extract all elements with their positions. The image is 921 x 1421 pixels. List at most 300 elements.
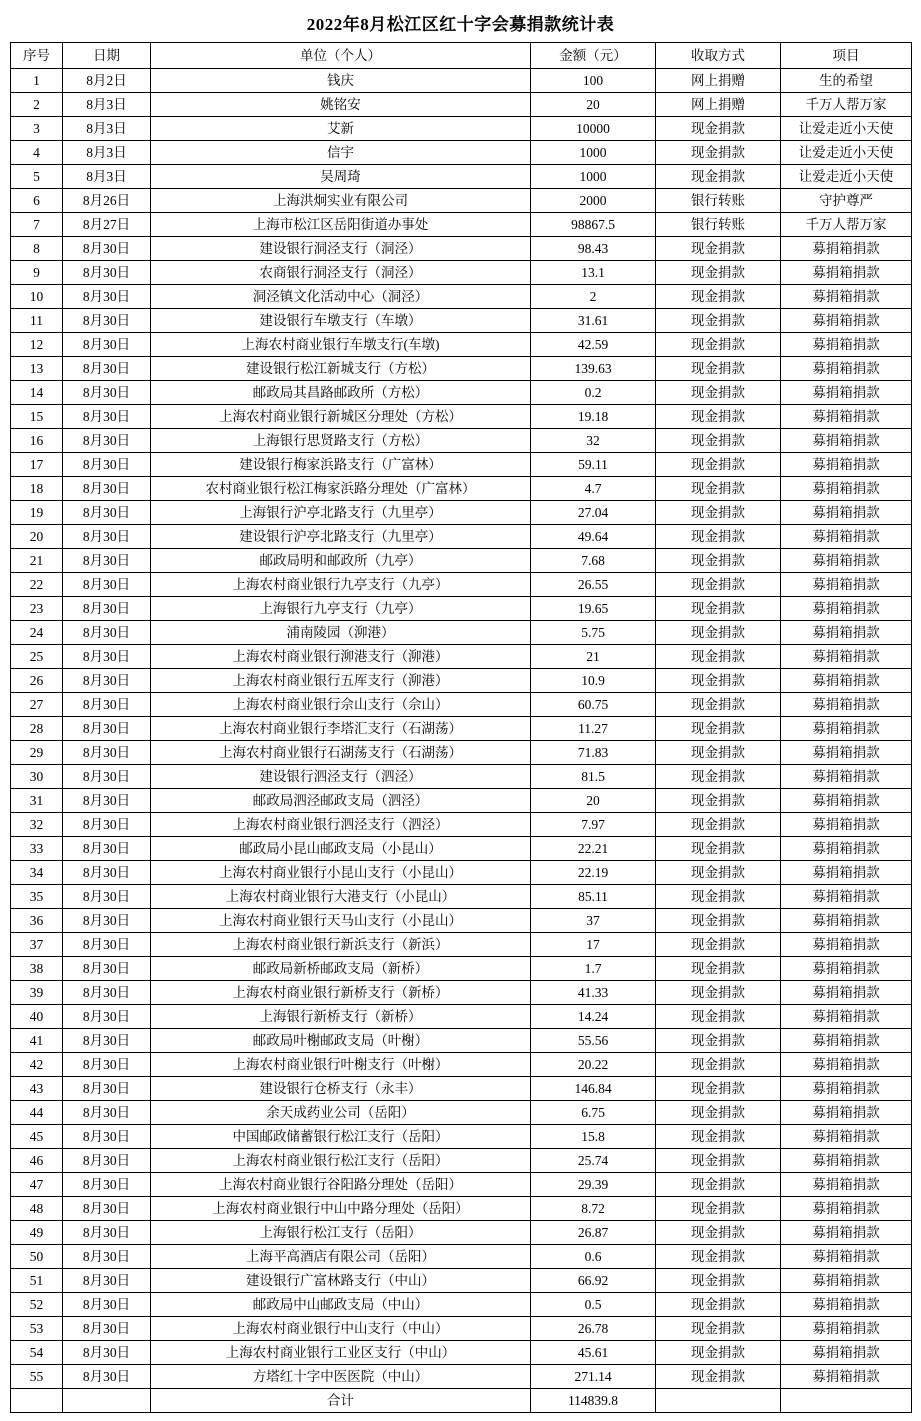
row-project: 募捐箱捐款 <box>781 285 912 309</box>
row-date: 8月3日 <box>63 93 151 117</box>
row-amount: 20 <box>531 789 656 813</box>
row-method: 现金捐款 <box>656 285 781 309</box>
row-unit: 上海银行松江支行（岳阳） <box>151 1221 531 1245</box>
row-project: 千万人帮万家 <box>781 213 912 237</box>
row-method: 现金捐款 <box>656 621 781 645</box>
row-date: 8月30日 <box>63 1101 151 1125</box>
table-row <box>11 1269 912 1293</box>
table-row <box>11 117 912 141</box>
row-method: 现金捐款 <box>656 933 781 957</box>
table-row <box>11 477 912 501</box>
table-row <box>11 1317 912 1341</box>
column-header-unit: 单位（个人） <box>151 43 531 69</box>
row-amount: 11.27 <box>531 717 656 741</box>
row-amount: 6.75 <box>531 1101 656 1125</box>
row-method: 现金捐款 <box>656 645 781 669</box>
row-index: 16 <box>11 429 63 453</box>
row-index: 28 <box>11 717 63 741</box>
row-unit: 上海市松江区岳阳街道办事处 <box>151 213 531 237</box>
row-amount: 32 <box>531 429 656 453</box>
table-row <box>11 597 912 621</box>
row-index: 27 <box>11 693 63 717</box>
table-row <box>11 453 912 477</box>
row-unit: 上海农村商业银行松江支行（岳阳） <box>151 1149 531 1173</box>
row-unit: 上海农村商业银行新浜支行（新浜） <box>151 933 531 957</box>
table-row <box>11 213 912 237</box>
row-unit: 邮政局小昆山邮政支局（小昆山） <box>151 837 531 861</box>
row-unit: 上海农村商业银行五厍支行（泖港） <box>151 669 531 693</box>
row-amount: 100 <box>531 69 656 93</box>
table-body <box>11 69 912 1389</box>
row-amount: 26.55 <box>531 573 656 597</box>
row-index: 15 <box>11 405 63 429</box>
table-row <box>11 261 912 285</box>
row-project: 让爱走近小天使 <box>781 117 912 141</box>
row-index: 17 <box>11 453 63 477</box>
row-index: 3 <box>11 117 63 141</box>
row-amount: 42.59 <box>531 333 656 357</box>
row-project: 募捐箱捐款 <box>781 933 912 957</box>
row-method: 现金捐款 <box>656 1245 781 1269</box>
row-unit: 上海农村商业银行天马山支行（小昆山） <box>151 909 531 933</box>
row-index: 1 <box>11 69 63 93</box>
row-amount: 0.5 <box>531 1293 656 1317</box>
row-unit: 上海农村商业银行工业区支行（中山） <box>151 1341 531 1365</box>
row-date: 8月30日 <box>63 333 151 357</box>
row-method: 现金捐款 <box>656 957 781 981</box>
row-index: 39 <box>11 981 63 1005</box>
column-header-project: 项目 <box>781 43 912 69</box>
table-row <box>11 837 912 861</box>
row-unit: 上海银行新桥支行（新桥） <box>151 1005 531 1029</box>
table-row <box>11 909 912 933</box>
row-method: 现金捐款 <box>656 1101 781 1125</box>
row-unit: 洞泾镇文化活动中心（洞泾） <box>151 285 531 309</box>
row-amount: 271.14 <box>531 1365 656 1389</box>
row-date: 8月30日 <box>63 621 151 645</box>
row-amount: 26.87 <box>531 1221 656 1245</box>
table-row <box>11 1173 912 1197</box>
row-amount: 1.7 <box>531 957 656 981</box>
row-index: 44 <box>11 1101 63 1125</box>
row-method: 银行转账 <box>656 189 781 213</box>
row-unit: 上海农村商业银行泖港支行（泖港） <box>151 645 531 669</box>
row-date: 8月30日 <box>63 429 151 453</box>
donation-statistics-table <box>10 42 912 1413</box>
row-date: 8月30日 <box>63 285 151 309</box>
row-index: 9 <box>11 261 63 285</box>
row-index: 19 <box>11 501 63 525</box>
total-empty-method <box>656 1389 781 1413</box>
row-date: 8月30日 <box>63 645 151 669</box>
row-index: 47 <box>11 1173 63 1197</box>
row-method: 现金捐款 <box>656 261 781 285</box>
row-index: 51 <box>11 1269 63 1293</box>
row-method: 现金捐款 <box>656 357 781 381</box>
row-amount: 49.64 <box>531 525 656 549</box>
row-unit: 建设银行泗泾支行（泗泾） <box>151 765 531 789</box>
row-amount: 85.11 <box>531 885 656 909</box>
row-date: 8月30日 <box>63 813 151 837</box>
row-project: 募捐箱捐款 <box>781 1053 912 1077</box>
row-unit: 上海农村商业银行新城区分理处（方松） <box>151 405 531 429</box>
row-project: 募捐箱捐款 <box>781 309 912 333</box>
row-index: 29 <box>11 741 63 765</box>
table-row <box>11 501 912 525</box>
page-title: 2022年8月松江区红十字会募捐款统计表 <box>306 15 615 34</box>
row-project: 募捐箱捐款 <box>781 1077 912 1101</box>
row-amount: 29.39 <box>531 1173 656 1197</box>
row-index: 36 <box>11 909 63 933</box>
row-method: 现金捐款 <box>656 429 781 453</box>
row-amount: 25.74 <box>531 1149 656 1173</box>
table-row <box>11 525 912 549</box>
row-date: 8月30日 <box>63 525 151 549</box>
row-amount: 139.63 <box>531 357 656 381</box>
row-date: 8月30日 <box>63 597 151 621</box>
row-unit: 邮政局其昌路邮政所（方松） <box>151 381 531 405</box>
row-project: 募捐箱捐款 <box>781 597 912 621</box>
row-method: 现金捐款 <box>656 1125 781 1149</box>
row-date: 8月30日 <box>63 1317 151 1341</box>
row-date: 8月30日 <box>63 1245 151 1269</box>
table-row <box>11 573 912 597</box>
row-method: 现金捐款 <box>656 1341 781 1365</box>
row-unit: 上海农村商业银行中山中路分理处（岳阳） <box>151 1197 531 1221</box>
row-date: 8月30日 <box>63 1221 151 1245</box>
row-project: 募捐箱捐款 <box>781 693 912 717</box>
row-project: 募捐箱捐款 <box>781 1341 912 1365</box>
row-project: 募捐箱捐款 <box>781 477 912 501</box>
row-method: 现金捐款 <box>656 237 781 261</box>
row-unit: 姚铭安 <box>151 93 531 117</box>
row-unit: 上海银行九亭支行（九亭） <box>151 597 531 621</box>
row-date: 8月30日 <box>63 957 151 981</box>
row-method: 现金捐款 <box>656 765 781 789</box>
row-index: 12 <box>11 333 63 357</box>
row-index: 24 <box>11 621 63 645</box>
row-index: 41 <box>11 1029 63 1053</box>
row-date: 8月30日 <box>63 357 151 381</box>
row-project: 募捐箱捐款 <box>781 405 912 429</box>
row-project: 募捐箱捐款 <box>781 861 912 885</box>
row-project: 募捐箱捐款 <box>781 549 912 573</box>
row-method: 现金捐款 <box>656 789 781 813</box>
row-unit: 上海农村商业银行中山支行（中山） <box>151 1317 531 1341</box>
total-empty-index <box>11 1389 63 1413</box>
table-row <box>11 861 912 885</box>
row-date: 8月30日 <box>63 573 151 597</box>
row-date: 8月30日 <box>63 237 151 261</box>
row-amount: 59.11 <box>531 453 656 477</box>
table-row <box>11 693 912 717</box>
row-index: 22 <box>11 573 63 597</box>
row-index: 31 <box>11 789 63 813</box>
row-amount: 0.6 <box>531 1245 656 1269</box>
row-index: 8 <box>11 237 63 261</box>
row-index: 46 <box>11 1149 63 1173</box>
row-method: 现金捐款 <box>656 1077 781 1101</box>
row-amount: 15.8 <box>531 1125 656 1149</box>
table-row <box>11 1053 912 1077</box>
table-row <box>11 165 912 189</box>
table-row <box>11 1341 912 1365</box>
row-date: 8月30日 <box>63 933 151 957</box>
row-unit: 上海农村商业银行叶榭支行（叶榭） <box>151 1053 531 1077</box>
row-unit: 艾新 <box>151 117 531 141</box>
row-index: 21 <box>11 549 63 573</box>
table-row <box>11 237 912 261</box>
row-unit: 上海农村商业银行大港支行（小昆山） <box>151 885 531 909</box>
row-index: 20 <box>11 525 63 549</box>
row-method: 现金捐款 <box>656 453 781 477</box>
row-method: 现金捐款 <box>656 885 781 909</box>
row-method: 现金捐款 <box>656 1029 781 1053</box>
row-date: 8月30日 <box>63 1005 151 1029</box>
row-index: 48 <box>11 1197 63 1221</box>
row-index: 25 <box>11 645 63 669</box>
row-index: 53 <box>11 1317 63 1341</box>
row-index: 37 <box>11 933 63 957</box>
row-project: 募捐箱捐款 <box>781 525 912 549</box>
table-row <box>11 309 912 333</box>
row-date: 8月2日 <box>63 69 151 93</box>
row-project: 募捐箱捐款 <box>781 645 912 669</box>
table-row <box>11 981 912 1005</box>
row-project: 募捐箱捐款 <box>781 957 912 981</box>
row-unit: 邮政局泗泾邮政支局（泗泾） <box>151 789 531 813</box>
row-project: 募捐箱捐款 <box>781 813 912 837</box>
total-label: 合计 <box>151 1389 531 1413</box>
row-unit: 邮政局明和邮政所（九亭） <box>151 549 531 573</box>
row-project: 募捐箱捐款 <box>781 237 912 261</box>
row-amount: 60.75 <box>531 693 656 717</box>
row-amount: 1000 <box>531 165 656 189</box>
row-unit: 浦南陵园（泖港） <box>151 621 531 645</box>
total-empty-date <box>63 1389 151 1413</box>
row-project: 募捐箱捐款 <box>781 429 912 453</box>
row-index: 11 <box>11 309 63 333</box>
row-index: 30 <box>11 765 63 789</box>
row-project: 募捐箱捐款 <box>781 909 912 933</box>
row-method: 现金捐款 <box>656 741 781 765</box>
row-date: 8月30日 <box>63 693 151 717</box>
row-method: 现金捐款 <box>656 1293 781 1317</box>
table-row <box>11 1197 912 1221</box>
row-unit: 建设银行沪亭北路支行（九里亭） <box>151 525 531 549</box>
row-method: 现金捐款 <box>656 1005 781 1029</box>
row-date: 8月30日 <box>63 861 151 885</box>
row-project: 募捐箱捐款 <box>781 1197 912 1221</box>
row-date: 8月30日 <box>63 885 151 909</box>
table-row <box>11 933 912 957</box>
row-project: 募捐箱捐款 <box>781 1173 912 1197</box>
row-unit: 上海银行沪亭北路支行（九里亭） <box>151 501 531 525</box>
row-amount: 66.92 <box>531 1269 656 1293</box>
total-empty-project <box>781 1389 912 1413</box>
row-project: 募捐箱捐款 <box>781 717 912 741</box>
table-row <box>11 1077 912 1101</box>
row-amount: 17 <box>531 933 656 957</box>
column-header-date: 日期 <box>63 43 151 69</box>
row-amount: 41.33 <box>531 981 656 1005</box>
row-date: 8月30日 <box>63 1053 151 1077</box>
row-method: 现金捐款 <box>656 1197 781 1221</box>
row-date: 8月30日 <box>63 1077 151 1101</box>
row-date: 8月30日 <box>63 981 151 1005</box>
row-project: 募捐箱捐款 <box>781 741 912 765</box>
row-unit: 上海农村商业银行李塔汇支行（石湖荡） <box>151 717 531 741</box>
row-date: 8月30日 <box>63 909 151 933</box>
row-amount: 1000 <box>531 141 656 165</box>
row-unit: 上海农村商业银行佘山支行（佘山） <box>151 693 531 717</box>
row-index: 54 <box>11 1341 63 1365</box>
row-method: 现金捐款 <box>656 1149 781 1173</box>
row-unit: 农商银行洞泾支行（洞泾） <box>151 261 531 285</box>
row-date: 8月30日 <box>63 1173 151 1197</box>
table-row <box>11 789 912 813</box>
row-project: 募捐箱捐款 <box>781 837 912 861</box>
row-method: 现金捐款 <box>656 501 781 525</box>
column-header-index: 序号 <box>11 43 63 69</box>
row-amount: 7.68 <box>531 549 656 573</box>
row-method: 现金捐款 <box>656 405 781 429</box>
row-project: 募捐箱捐款 <box>781 1365 912 1389</box>
row-amount: 14.24 <box>531 1005 656 1029</box>
table-row <box>11 1221 912 1245</box>
table-row <box>11 1029 912 1053</box>
row-amount: 37 <box>531 909 656 933</box>
row-index: 34 <box>11 861 63 885</box>
row-amount: 20 <box>531 93 656 117</box>
table-row <box>11 1101 912 1125</box>
row-unit: 邮政局新桥邮政支局（新桥） <box>151 957 531 981</box>
row-date: 8月27日 <box>63 213 151 237</box>
row-amount: 20.22 <box>531 1053 656 1077</box>
row-date: 8月30日 <box>63 549 151 573</box>
row-amount: 5.75 <box>531 621 656 645</box>
row-unit: 上海农村商业银行泗泾支行（泗泾） <box>151 813 531 837</box>
row-amount: 13.1 <box>531 261 656 285</box>
row-amount: 21 <box>531 645 656 669</box>
row-method: 银行转账 <box>656 213 781 237</box>
row-project: 募捐箱捐款 <box>781 765 912 789</box>
row-unit: 上海银行思贤路支行（方松） <box>151 429 531 453</box>
table-row <box>11 405 912 429</box>
table-row <box>11 381 912 405</box>
row-index: 38 <box>11 957 63 981</box>
row-method: 现金捐款 <box>656 525 781 549</box>
row-index: 23 <box>11 597 63 621</box>
column-header-method: 收取方式 <box>656 43 781 69</box>
row-unit: 上海农村商业银行新桥支行（新桥） <box>151 981 531 1005</box>
row-unit: 信宇 <box>151 141 531 165</box>
row-index: 7 <box>11 213 63 237</box>
row-method: 网上捐赠 <box>656 69 781 93</box>
row-unit: 建设银行松江新城支行（方松） <box>151 357 531 381</box>
row-project: 募捐箱捐款 <box>781 1149 912 1173</box>
row-unit: 上海农村商业银行石湖荡支行（石湖荡） <box>151 741 531 765</box>
table-row <box>11 1293 912 1317</box>
table-row <box>11 1245 912 1269</box>
row-project: 募捐箱捐款 <box>781 573 912 597</box>
row-project: 千万人帮万家 <box>781 93 912 117</box>
table-header-row <box>11 43 912 69</box>
row-amount: 10.9 <box>531 669 656 693</box>
row-index: 18 <box>11 477 63 501</box>
row-index: 4 <box>11 141 63 165</box>
table-row <box>11 93 912 117</box>
row-index: 6 <box>11 189 63 213</box>
table-row <box>11 885 912 909</box>
row-method: 网上捐赠 <box>656 93 781 117</box>
row-index: 40 <box>11 1005 63 1029</box>
table-row <box>11 669 912 693</box>
row-method: 现金捐款 <box>656 477 781 501</box>
row-amount: 31.61 <box>531 309 656 333</box>
table-row <box>11 69 912 93</box>
table-row <box>11 645 912 669</box>
table-row <box>11 1005 912 1029</box>
table-row <box>11 741 912 765</box>
row-date: 8月26日 <box>63 189 151 213</box>
row-amount: 146.84 <box>531 1077 656 1101</box>
table-row <box>11 357 912 381</box>
row-method: 现金捐款 <box>656 597 781 621</box>
table-row <box>11 285 912 309</box>
row-date: 8月30日 <box>63 405 151 429</box>
row-unit: 建设银行广富林路支行（中山） <box>151 1269 531 1293</box>
row-date: 8月30日 <box>63 1149 151 1173</box>
row-date: 8月30日 <box>63 1341 151 1365</box>
table-row <box>11 813 912 837</box>
row-date: 8月30日 <box>63 309 151 333</box>
row-amount: 22.19 <box>531 861 656 885</box>
row-date: 8月30日 <box>63 837 151 861</box>
row-index: 26 <box>11 669 63 693</box>
row-index: 52 <box>11 1293 63 1317</box>
row-amount: 19.18 <box>531 405 656 429</box>
table-row <box>11 429 912 453</box>
row-index: 13 <box>11 357 63 381</box>
row-amount: 8.72 <box>531 1197 656 1221</box>
table-footer <box>11 1389 912 1413</box>
row-unit: 余天成药业公司（岳阳） <box>151 1101 531 1125</box>
row-unit: 邮政局叶榭邮政支局（叶榭） <box>151 1029 531 1053</box>
row-method: 现金捐款 <box>656 1269 781 1293</box>
row-amount: 45.61 <box>531 1341 656 1365</box>
row-project: 让爱走近小天使 <box>781 141 912 165</box>
row-project: 募捐箱捐款 <box>781 789 912 813</box>
table-header <box>11 43 912 69</box>
row-method: 现金捐款 <box>656 717 781 741</box>
row-method: 现金捐款 <box>656 141 781 165</box>
row-amount: 71.83 <box>531 741 656 765</box>
row-method: 现金捐款 <box>656 573 781 597</box>
table-row <box>11 717 912 741</box>
row-date: 8月30日 <box>63 1365 151 1389</box>
row-method: 现金捐款 <box>656 693 781 717</box>
row-project: 募捐箱捐款 <box>781 621 912 645</box>
row-project: 募捐箱捐款 <box>781 1125 912 1149</box>
row-index: 43 <box>11 1077 63 1101</box>
row-index: 42 <box>11 1053 63 1077</box>
total-amount: 114839.8 <box>531 1389 656 1413</box>
row-amount: 4.7 <box>531 477 656 501</box>
table-row <box>11 621 912 645</box>
row-project: 募捐箱捐款 <box>781 1005 912 1029</box>
row-amount: 10000 <box>531 117 656 141</box>
